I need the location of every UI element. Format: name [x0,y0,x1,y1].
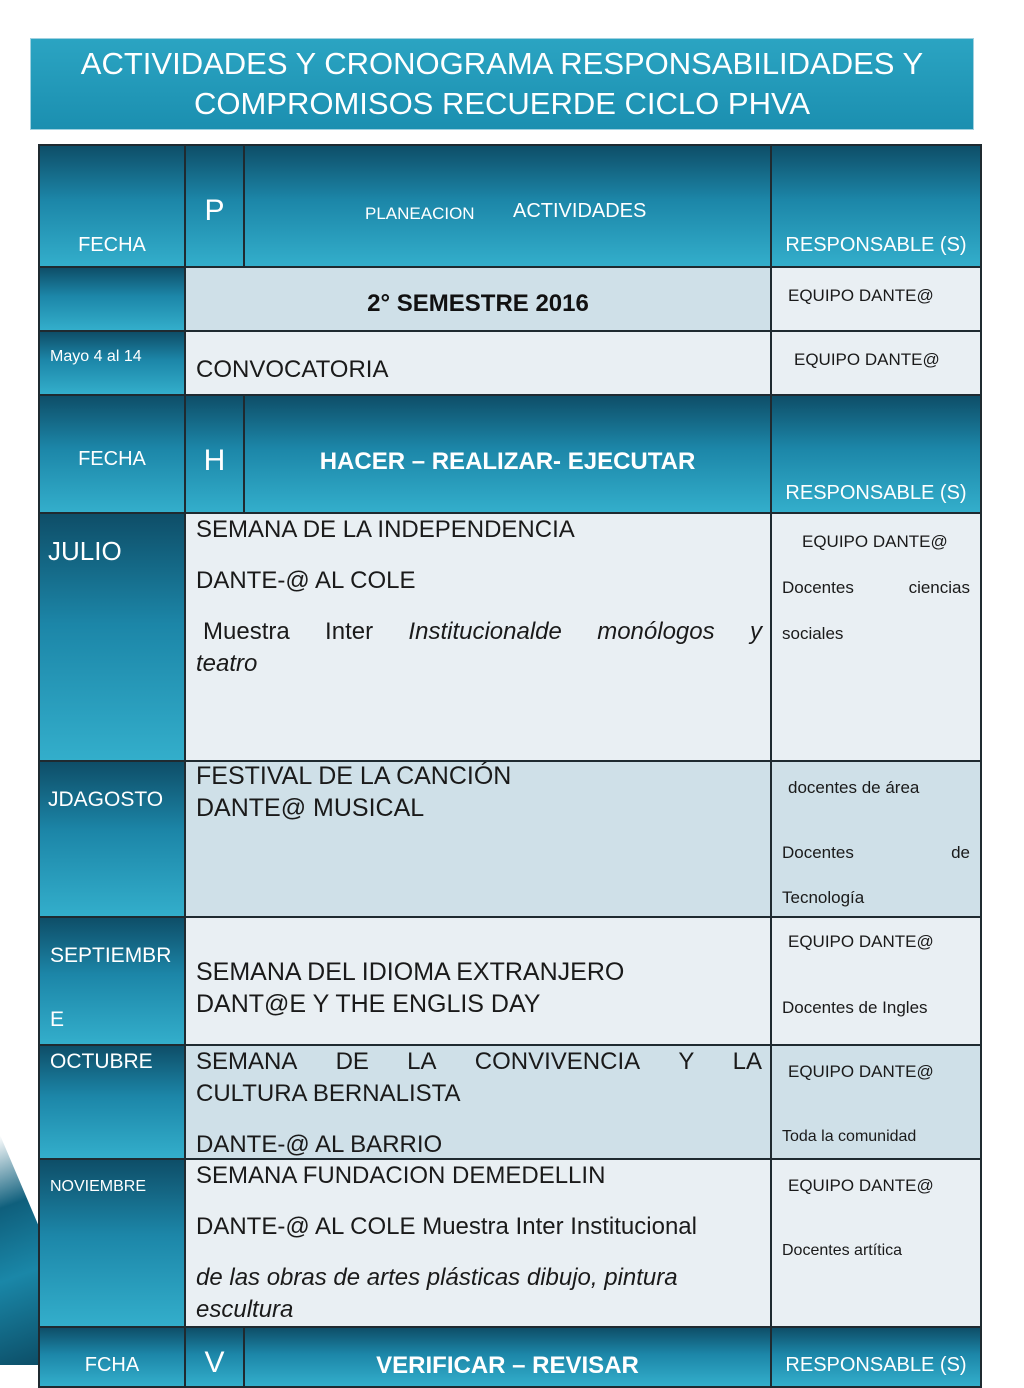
septiembre-row [39,917,981,1045]
convocatoria-activity: CONVOCATORIA [196,356,389,383]
julio-word: y [749,618,762,645]
title-line-1: ACTIVIDADES Y CRONOGRAMA RESPONSABILIDADES Y [80,46,924,81]
check-fecha-cell [39,1327,185,1387]
septiembre-line-1: SEMANA DEL IDIOMA EXTRANJERO [196,958,625,986]
octubre-word: LA [732,1048,762,1075]
noviembre-date-cell [39,1159,185,1327]
octubre-line-3: DANTE-@ AL BARRIO [196,1131,443,1158]
octubre-date: OCTUBRE [50,1050,153,1073]
do-responsable: RESPONSABLE (S) [785,482,967,504]
noviembre-responsible-2: Docentes artítica [782,1242,903,1259]
semester-responsible-cell [771,267,981,331]
agosto-responsible-cell [771,761,981,917]
agosto-date-cell [39,761,185,917]
octubre-line-1 [196,1048,762,1076]
octubre-date-cell [39,1045,185,1159]
semester-responsible: EQUIPO DANTE@ [788,286,934,305]
julio-activity-cell [185,513,771,761]
planning-header-row [39,145,981,267]
semester-date-cell [39,267,185,331]
julio-word: Muestra [203,618,290,645]
agosto-line-1: FESTIVAL DE LA CANCIÓN [196,762,512,790]
header-responsable: RESPONSABLE (S) [785,234,967,256]
julio-date: JULIO [48,536,122,566]
octubre-word: Y [678,1048,695,1075]
do-fecha: FECHA [78,448,146,470]
julio-responsible-cell [771,513,981,761]
do-title-cell [244,395,771,513]
phase-letter-v: V [204,1346,225,1379]
semester-label-cell [185,267,771,331]
do-fecha-cell [39,395,185,513]
septiembre-line-2: DANT@E Y THE ENGLIS DAY [196,990,541,1018]
semester-row [39,267,981,331]
check-letter-cell [185,1327,244,1387]
convocatoria-row [39,331,981,395]
noviembre-row [39,1159,981,1327]
do-letter-cell [185,395,244,513]
agosto-row [39,761,981,917]
julio-responsible-1: EQUIPO DANTE@ [802,532,948,551]
septiembre-date-2: E [50,1008,65,1031]
convocatoria-date-cell [39,331,185,395]
octubre-responsible-1: EQUIPO DANTE@ [788,1062,934,1081]
agosto-activity-cell [185,761,771,917]
check-responsable-cell [771,1327,981,1387]
header-fecha-cell [39,145,185,267]
septiembre-date-cell [39,917,185,1045]
header-responsable-cell [771,145,981,267]
octubre-word: LA [407,1048,437,1075]
julio-word: monólogos [597,618,715,645]
agosto-responsible-3: Tecnología [782,888,865,907]
julio-line-3 [203,618,762,646]
noviembre-responsible-cell [771,1159,981,1327]
octubre-responsible-cell [771,1045,981,1159]
octubre-word: SEMANA [196,1048,298,1075]
convocatoria-activity-cell [185,331,771,395]
header-fecha: FECHA [78,234,146,256]
check-header-row [39,1327,981,1387]
agosto-date: JDAGOSTO [48,788,164,811]
julio-line-1: SEMANA DE LA INDEPENDENCIA [196,516,575,543]
septiembre-activity-cell [185,917,771,1045]
noviembre-line-3: de las obras de artes plásticas dibujo, pintura [196,1264,678,1291]
semester-label: 2° SEMESTRE 2016 [367,290,589,317]
octubre-activity-cell [185,1045,771,1159]
check-responsable: RESPONSABLE (S) [785,1354,967,1376]
agosto-resp-word: de [951,843,970,862]
convocatoria-date: Mayo 4 al 14 [50,348,142,365]
octubre-row [39,1045,981,1159]
julio-responsible-2 [782,578,970,598]
header-letter-cell [185,145,244,267]
title-banner [30,38,974,130]
noviembre-line-4: escultura [196,1296,294,1323]
header-actividades: ACTIVIDADES [513,200,647,222]
julio-resp-word: ciencias [908,578,970,597]
julio-word: Inter [325,618,374,645]
phva-table [38,144,982,1388]
octubre-line-2: CULTURA BERNALISTA [196,1080,461,1107]
convocatoria-responsible-cell [771,331,981,395]
noviembre-line-1: SEMANA FUNDACION DEMEDELLIN [196,1162,606,1189]
julio-responsible-3: sociales [782,624,844,643]
septiembre-responsible-1: EQUIPO DANTE@ [788,932,934,951]
do-title: HACER – REALIZAR- EJECUTAR [319,448,696,475]
julio-word: Institucionalde [408,618,562,645]
header-activities-cell [244,145,771,267]
noviembre-date: NOVIEMBRE [50,1178,147,1195]
check-title-cell [244,1327,771,1387]
do-responsable-cell [771,395,981,513]
convocatoria-responsible: EQUIPO DANTE@ [794,350,940,369]
agosto-resp-word: Docentes [782,843,854,862]
header-planeacion: PLANEACION [365,204,475,223]
julio-resp-word: Docentes [782,578,854,597]
noviembre-activity-cell [185,1159,771,1327]
julio-line-2: DANTE-@ AL COLE [196,567,416,594]
agosto-responsible-1: docentes de área [788,778,920,797]
check-fecha: FCHA [84,1354,140,1376]
phase-letter-p: P [204,194,225,227]
noviembre-responsible-1: EQUIPO DANTE@ [788,1176,934,1195]
septiembre-responsible-2: Docentes de Ingles [782,998,928,1017]
check-title: VERIFICAR – REVISAR [376,1352,639,1379]
octubre-word: DE [335,1048,369,1075]
septiembre-date-1: SEPTIEMBR [50,944,172,967]
phase-letter-h: H [203,444,226,477]
julio-row [39,513,981,761]
septiembre-responsible-cell [771,917,981,1045]
julio-date-cell [39,513,185,761]
agosto-responsible-2 [782,843,970,863]
title-line-2: COMPROMISOS RECUERDE CICLO PHVA [193,86,811,121]
agosto-line-2: DANTE@ MUSICAL [196,794,425,822]
julio-line-4: teatro [196,650,258,677]
do-header-row [39,395,981,513]
octubre-word: CONVIVENCIA [474,1048,641,1075]
noviembre-line-2: DANTE-@ AL COLE Muestra Inter Institucional [196,1213,697,1240]
octubre-responsible-2: Toda la comunidad [782,1128,917,1145]
